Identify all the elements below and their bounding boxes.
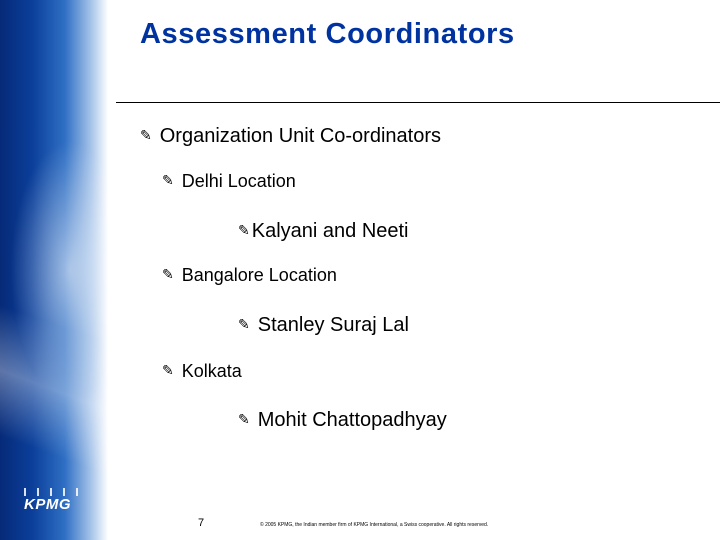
- list-item-mohit: [238, 409, 447, 432]
- slide-title: Assessment Coordinators: [140, 18, 515, 50]
- list-item-stanley: [238, 314, 409, 337]
- sidebar-streak: [0, 300, 108, 480]
- pencil-bullet-icon: ✎: [238, 223, 250, 239]
- list-item-label: Stanley Suraj Lal: [257, 314, 409, 336]
- list-item-label: Kolkata: [181, 361, 242, 381]
- logo-text: KPMG: [24, 496, 71, 513]
- list-item-label: Kalyani and Neeti: [251, 220, 409, 242]
- list-item-delhi: [162, 171, 296, 192]
- pencil-bullet-icon: ✎: [140, 128, 152, 144]
- sidebar-gradient: [0, 0, 108, 540]
- list-item-kolkata: [162, 361, 242, 382]
- list-item-kalyani-neeti: [238, 220, 409, 243]
- logo-bars: [24, 488, 80, 496]
- title-divider: [116, 102, 720, 103]
- pencil-bullet-icon: ✎: [162, 173, 174, 189]
- list-item-label: Delhi Location: [181, 171, 296, 191]
- page-number: 7: [198, 517, 205, 529]
- list-item-organization-unit: [140, 125, 441, 148]
- list-item-bangalore: [162, 265, 337, 286]
- list-item-label: Mohit Chattopadhyay: [257, 409, 447, 431]
- kpmg-logo: [24, 496, 71, 513]
- pencil-bullet-icon: ✎: [238, 412, 250, 428]
- list-item-label: Organization Unit Co-ordinators: [159, 125, 441, 147]
- pencil-bullet-icon: ✎: [162, 363, 174, 379]
- list-item-label: Bangalore Location: [181, 265, 337, 285]
- pencil-bullet-icon: ✎: [162, 267, 174, 283]
- copyright-notice: © 2005 KPMG, the Indian member firm of KPMG International, a Swiss cooperative. All rights reserved.: [260, 522, 489, 528]
- pencil-bullet-icon: ✎: [238, 317, 250, 333]
